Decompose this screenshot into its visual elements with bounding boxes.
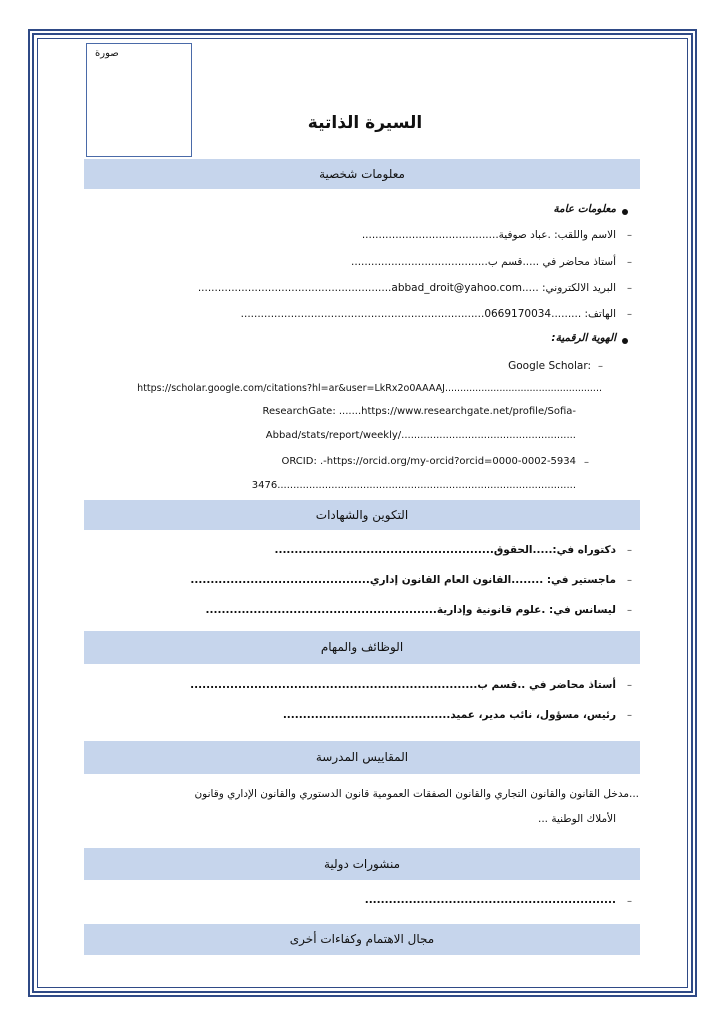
section-courses-header: المقاييس المدرسة bbox=[84, 741, 640, 774]
license-line: ليسانس في: .علوم قانونية وإدارية.......................................................... bbox=[205, 604, 616, 616]
bullet-icon bbox=[622, 209, 628, 215]
photo-placeholder[interactable] bbox=[86, 43, 192, 157]
dash-icon: – bbox=[627, 896, 632, 907]
section-training-header: التكوين والشهادات bbox=[84, 500, 640, 530]
section-publications-header: منشورات دولية bbox=[84, 848, 640, 880]
dash-icon: – bbox=[627, 605, 632, 616]
google-scholar-url[interactable]: https://scholar.google.com/citations?hl=ar&user=LkRx2o0AAAAJ.................................................... bbox=[137, 383, 602, 394]
section-interests-header: مجال الاهتمام وكفاءات أخرى bbox=[84, 924, 640, 955]
courses-line-1: ...مدخل القانون والقانون التجاري والقانون الصفقات العمومية قانون الدستوري والقانون الإداري وقانون bbox=[194, 788, 639, 800]
section-jobs-header: الوظائف والمهام bbox=[84, 631, 640, 664]
job-line-1: أستاذ محاضر في ..قسم ب........................................................................ bbox=[190, 679, 616, 691]
courses-line-2: الأملاك الوطنية ... bbox=[537, 813, 616, 825]
dash-icon: – bbox=[627, 680, 632, 691]
masters-line: ماجستير في: ........القانون العام القانون إداري............................................. bbox=[190, 574, 616, 586]
dash-icon: – bbox=[627, 230, 632, 241]
dash-icon: – bbox=[627, 257, 632, 268]
name-line: الاسم واللقب: .عباد صوفية......................................... bbox=[361, 229, 616, 241]
phone-line: الهاتف: .........0669170034......................................................................... bbox=[240, 308, 616, 320]
dash-icon: – bbox=[627, 545, 632, 556]
section-personal-header: معلومات شخصية bbox=[84, 159, 640, 189]
email-line: البريد الالكتروني: .....abbad_droit@yahoo.com.......................................................... bbox=[197, 282, 616, 294]
dash-icon: – bbox=[584, 457, 589, 468]
dash-icon: – bbox=[627, 309, 632, 320]
google-scholar-label: Google Scholar: bbox=[508, 360, 591, 372]
dash-icon: – bbox=[627, 575, 632, 586]
orcid-line2[interactable]: 3476.............................................................................................. bbox=[251, 480, 576, 491]
dash-icon: – bbox=[598, 361, 603, 372]
publication-line: ............................................................... bbox=[364, 894, 616, 906]
dash-icon: – bbox=[627, 710, 632, 721]
digital-identity-heading: الهوية الرقمية: bbox=[551, 332, 616, 344]
doctorate-line: دكتوراه في:.....الحقوق....................................................... bbox=[274, 544, 616, 556]
orcid-line1[interactable]: ORCID: .-https://orcid.org/my-orcid?orcid=0000-0002-5934 bbox=[281, 456, 576, 467]
researchgate-line1[interactable]: ResearchGate: .......https://www.researchgate.net/profile/Sofia- bbox=[262, 406, 576, 417]
page-title: السيرة الذاتية bbox=[307, 113, 423, 133]
bullet-icon bbox=[622, 338, 628, 344]
researchgate-line2[interactable]: Abbad/stats/report/weekly/....................................................... bbox=[265, 430, 576, 441]
job-line-2: رئيس، مسؤول، نائب مدير، عميد.......................................... bbox=[282, 709, 616, 721]
dash-icon: – bbox=[627, 283, 632, 294]
position-line: أستاذ محاضر في .....قسم ب......................................... bbox=[351, 256, 616, 268]
photo-label: صورة bbox=[95, 48, 119, 59]
general-info-heading: معلومات عامة bbox=[553, 203, 616, 215]
